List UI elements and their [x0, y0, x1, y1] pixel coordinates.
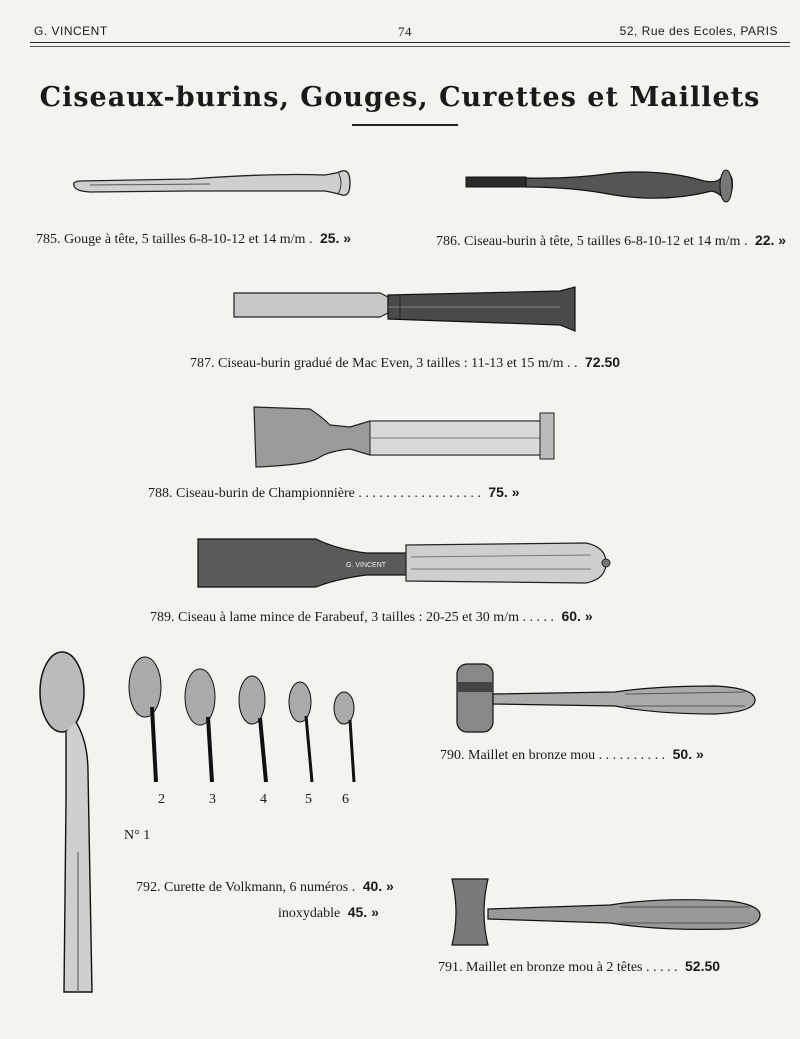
item-text: Ciseau-burin à tête, 5 tailles 6-8-10-12 et 14 m/m — [464, 234, 741, 249]
handle-engraving: G. VINCENT — [346, 562, 387, 569]
item-leader: . — [740, 234, 748, 249]
mallet-790-illustration — [455, 660, 760, 735]
item-791 — [438, 958, 720, 976]
item-number: 790. — [440, 748, 465, 763]
item-price: 52.50 — [685, 958, 721, 974]
gouge-785-illustration — [70, 165, 355, 205]
curette-number-3: 3 — [209, 792, 216, 807]
item-leader: . . . . . . . . . . — [595, 748, 666, 763]
curette-number-2: 2 — [158, 792, 165, 807]
chisel-786-illustration — [464, 165, 739, 210]
header-rule — [30, 42, 790, 47]
item-price: 25. » — [319, 230, 352, 246]
chisel-789-illustration — [196, 535, 616, 590]
item-text: Maillet en bronze mou — [468, 748, 596, 763]
item-786 — [436, 232, 786, 250]
page-title: Ciseaux-burins, Gouges, Curettes et Maillets — [39, 82, 761, 113]
item-text: Ciseau à lame mince de Farabeuf, 3 tailles : 20-25 et 30 m/m — [178, 610, 519, 625]
item-price: 22. » — [754, 232, 787, 248]
item-number: 785. — [36, 232, 61, 247]
page-number: 74 — [398, 24, 412, 39]
item-number: 788. — [148, 486, 173, 501]
item-price: 40. » — [362, 878, 394, 894]
item-788 — [148, 484, 519, 502]
item-leader: . . . . . — [518, 610, 554, 625]
header-right: 52, Rue des Ecoles, PARIS — [619, 24, 778, 38]
curette-number-6: 6 — [342, 792, 349, 807]
item-price: 50. » — [672, 746, 704, 762]
item-text: Gouge à tête, 5 tailles 6-8-10-12 et 14 m/m — [64, 232, 306, 247]
item-number: 791. — [438, 960, 463, 975]
chisel-788-illustration — [250, 405, 565, 470]
item-number: 786. — [436, 234, 461, 249]
chisel-787-illustration — [230, 285, 580, 335]
item-leader: . . . . . — [642, 960, 678, 975]
item-792 — [136, 878, 394, 896]
header-left: G. VINCENT — [34, 24, 108, 38]
curette-number-4: 4 — [260, 792, 267, 807]
item-text: inoxydable — [278, 906, 341, 921]
item-787 — [190, 354, 620, 372]
item-790 — [440, 746, 704, 764]
item-price: 45. » — [347, 904, 379, 920]
item-785 — [36, 230, 351, 248]
curette-no1-illustration — [36, 652, 111, 1012]
item-text: Maillet en bronze mou à 2 têtes — [466, 960, 643, 975]
item-leader: . — [305, 232, 313, 247]
item-number: 787. — [190, 356, 215, 371]
item-price: 72.50 — [585, 354, 621, 370]
item-text: Curette de Volkmann, 6 numéros — [164, 880, 349, 895]
mallet-791-illustration — [450, 875, 765, 950]
item-leader: . — [348, 880, 356, 895]
curette-number-1: N° 1 — [124, 828, 151, 843]
item-leader: . . . . . . . . . . . . . . . . . . — [354, 486, 481, 501]
curette-number-5: 5 — [305, 792, 312, 807]
item-text: Ciseau-burin de Championnière — [176, 486, 355, 501]
item-leader: . . — [563, 356, 578, 371]
item-price: 75. » — [488, 484, 520, 500]
item-792-inox — [278, 904, 379, 922]
curettes-2-6-illustration — [120, 652, 365, 792]
item-number: 792. — [136, 880, 161, 895]
item-number: 789. — [150, 610, 175, 625]
item-789 — [150, 608, 593, 626]
title-rule — [352, 124, 458, 126]
item-price: 60. » — [561, 608, 593, 624]
item-text: Ciseau-burin gradué de Mac Even, 3 tailles : 11-13 et 15 m/m — [218, 356, 564, 371]
